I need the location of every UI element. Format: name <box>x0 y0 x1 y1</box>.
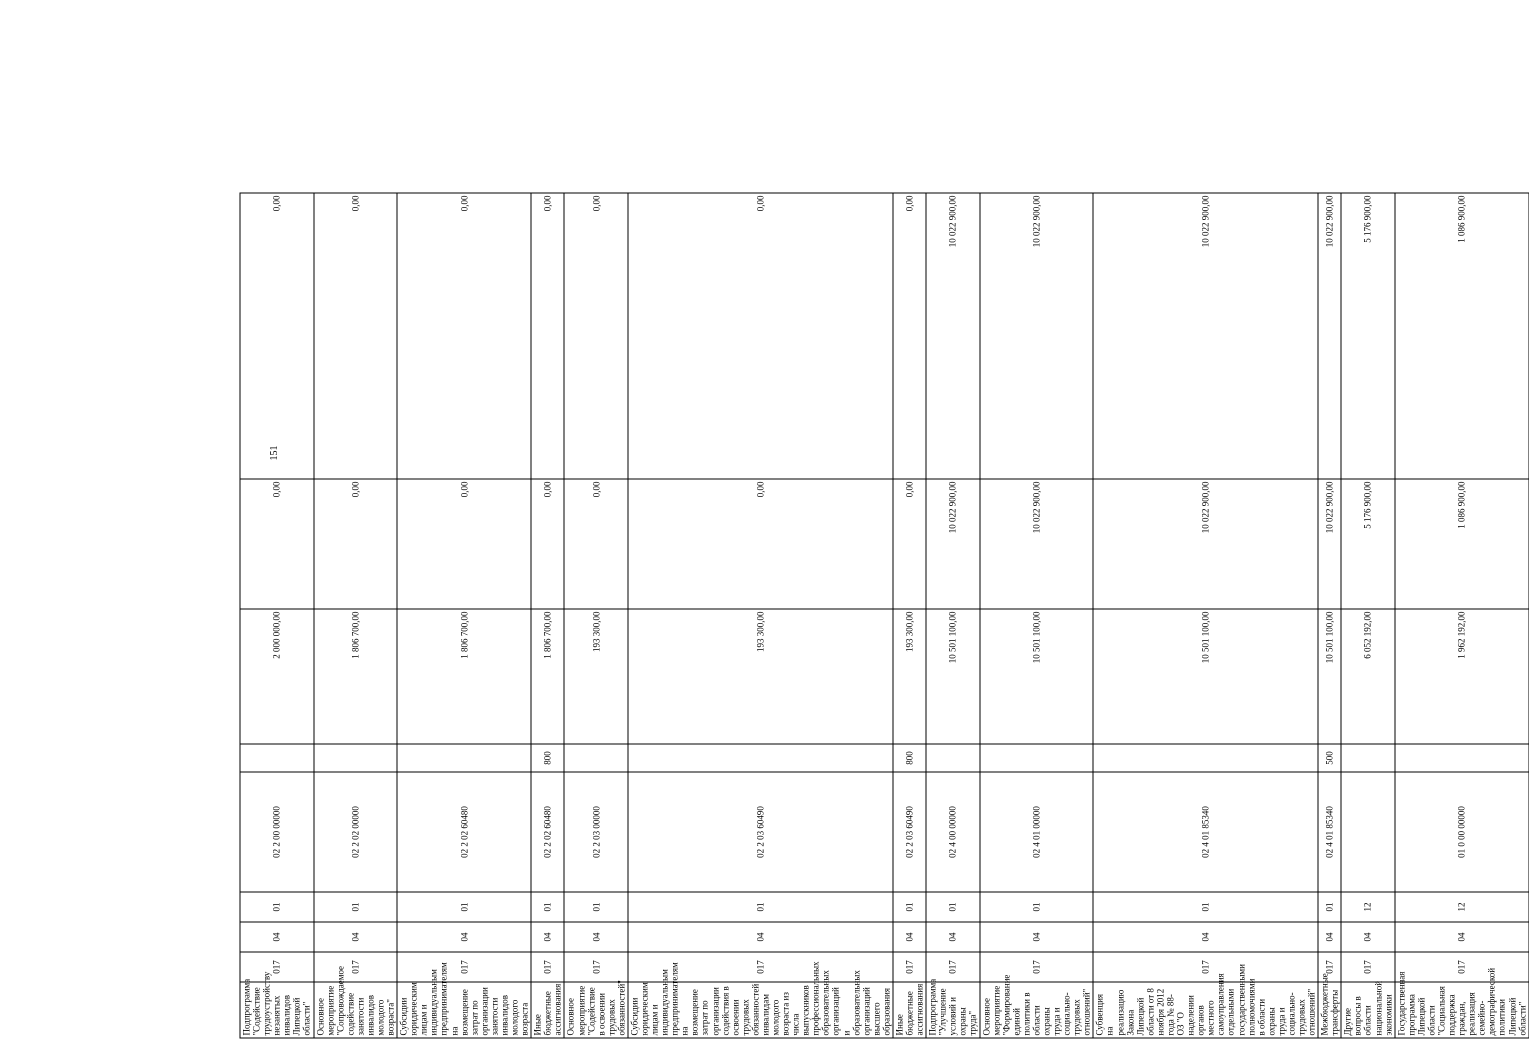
row-amount-3: 10 022 900,00 <box>926 193 979 479</box>
row-amount-2: 10 022 900,00 <box>980 479 1094 609</box>
row-target-article: 02 2 00 00000 <box>240 772 314 892</box>
row-section-code: 04 <box>531 922 564 952</box>
row-amount-2: 0,00 <box>531 479 564 609</box>
table-row <box>531 193 564 1038</box>
row-target-article: 02 4 01 85340 <box>1093 772 1318 892</box>
row-section-code: 04 <box>397 922 531 952</box>
row-expense-type <box>1395 744 1529 772</box>
row-subsection-code: 12 <box>1395 892 1529 922</box>
row-amount-1: 6 052 192,00 <box>1341 609 1394 744</box>
row-subsection-code: 01 <box>314 892 398 922</box>
row-section-code: 04 <box>1093 922 1318 952</box>
row-section-code: 04 <box>1395 922 1529 952</box>
row-target-article <box>1341 772 1394 892</box>
row-amount-2: 0,00 <box>628 479 893 609</box>
row-ministry-code: 017 <box>564 952 627 982</box>
row-subsection-code: 01 <box>531 892 564 922</box>
row-expense-type <box>628 744 893 772</box>
row-ministry-code: 017 <box>628 952 893 982</box>
row-expense-type <box>397 744 531 772</box>
row-amount-1: 1 806 700,00 <box>531 609 564 744</box>
row-ministry-code: 017 <box>531 952 564 982</box>
row-amount-1: 193 300,00 <box>564 609 627 744</box>
row-subsection-code: 01 <box>240 892 314 922</box>
row-amount-2: 0,00 <box>564 479 627 609</box>
row-target-article: 02 2 02 60480 <box>531 772 564 892</box>
table-row <box>980 193 1094 1038</box>
row-amount-3: 0,00 <box>628 193 893 479</box>
row-name: Основное мероприятие "Формирование единой политики в области охраны труда и социально-трудовых отношений" <box>980 982 1094 1038</box>
row-name: Межбюджетные трансферты <box>1318 982 1341 1038</box>
row-amount-2: 0,00 <box>397 479 531 609</box>
row-section-code: 04 <box>980 922 1094 952</box>
row-expense-type <box>1093 744 1318 772</box>
row-target-article: 02 4 00 00000 <box>926 772 979 892</box>
row-target-article: 02 2 02 00000 <box>314 772 398 892</box>
rotated-table-wrapper <box>240 194 686 1039</box>
row-subsection-code: 01 <box>893 892 926 922</box>
table-row <box>1093 193 1318 1038</box>
budget-table <box>240 193 1529 1039</box>
row-expense-type <box>314 744 398 772</box>
table-row <box>564 193 627 1038</box>
row-expense-type: 800 <box>531 744 564 772</box>
row-amount-1: 193 300,00 <box>628 609 893 744</box>
row-amount-2: 10 022 900,00 <box>926 479 979 609</box>
row-ministry-code: 017 <box>893 952 926 982</box>
row-amount-1: 10 501 100,00 <box>1093 609 1318 744</box>
row-target-article: 01 0 00 00000 <box>1395 772 1529 892</box>
row-amount-1: 1 806 700,00 <box>314 609 398 744</box>
row-name: Субвенция на реализацию Закона Липецкой области от 8 ноября 2012 года № 88-ОЗ "О наделении органов местного самоуправления отдельными государственными полномочиями в области охраны труда и социально-трудовых отношений" <box>1093 982 1318 1038</box>
row-amount-2: 10 022 900,00 <box>1093 479 1318 609</box>
row-amount-3: 0,00 <box>314 193 398 479</box>
row-amount-2: 0,00 <box>314 479 398 609</box>
row-target-article: 02 4 01 85340 <box>1318 772 1341 892</box>
row-name: Иные бюджетные ассигнования <box>531 982 564 1038</box>
row-section-code: 04 <box>314 922 398 952</box>
row-name: Другие вопросы в области национальной экономики <box>1341 982 1394 1038</box>
row-subsection-code: 01 <box>564 892 627 922</box>
table-row <box>240 193 314 1038</box>
row-target-article: 02 2 03 00000 <box>564 772 627 892</box>
row-section-code: 04 <box>1341 922 1394 952</box>
table-row <box>1318 193 1341 1038</box>
table-row <box>628 193 893 1038</box>
row-subsection-code: 01 <box>1318 892 1341 922</box>
row-amount-3: 10 022 900,00 <box>1318 193 1341 479</box>
table-row <box>926 193 979 1038</box>
row-amount-1: 193 300,00 <box>893 609 926 744</box>
row-ministry-code: 017 <box>1395 952 1529 982</box>
row-expense-type <box>980 744 1094 772</box>
row-ministry-code: 017 <box>314 952 398 982</box>
table-row <box>1341 193 1394 1038</box>
row-subsection-code: 01 <box>926 892 979 922</box>
row-section-code: 04 <box>628 922 893 952</box>
row-amount-3: 0,00 <box>240 193 314 479</box>
row-name: Субсидии юридическим лицам и индивидуальным предпринимателям на возмещение затрат по организации содействия в освоении трудовых обязанностей инвалидам молодого возраста из числа выпускников профессиональных образовательных организаций и образовательных организаций высшего образования <box>628 982 893 1038</box>
row-amount-3: 0,00 <box>564 193 627 479</box>
row-target-article: 02 4 01 00000 <box>980 772 1094 892</box>
row-amount-3: 0,00 <box>531 193 564 479</box>
row-ministry-code: 017 <box>1341 952 1394 982</box>
table-row <box>314 193 398 1038</box>
row-subsection-code: 01 <box>980 892 1094 922</box>
table-body <box>240 193 1529 1038</box>
row-amount-1: 1 806 700,00 <box>397 609 531 744</box>
row-amount-3: 0,00 <box>893 193 926 479</box>
row-name: Подпрограмма "Улучшение условий и охраны труда" <box>926 982 979 1038</box>
page-number: 151 <box>269 441 283 465</box>
row-amount-3: 1 086 900,00 <box>1395 193 1529 479</box>
row-section-code: 04 <box>240 922 314 952</box>
row-amount-3: 0,00 <box>397 193 531 479</box>
row-section-code: 04 <box>893 922 926 952</box>
row-expense-type: 800 <box>893 744 926 772</box>
row-section-code: 04 <box>564 922 627 952</box>
row-name: Государственная программа Липецкой области "Социальная поддержка граждан, реализация семейно-демографической политики Липецкой области" <box>1395 982 1529 1038</box>
row-subsection-code: 01 <box>1093 892 1318 922</box>
row-amount-3: 5 176 900,00 <box>1341 193 1394 479</box>
row-expense-type <box>240 744 314 772</box>
row-name: Иные бюджетные ассигнования <box>893 982 926 1038</box>
row-subsection-code: 12 <box>1341 892 1394 922</box>
row-amount-2: 0,00 <box>240 479 314 609</box>
row-section-code: 04 <box>1318 922 1341 952</box>
row-amount-3: 10 022 900,00 <box>1093 193 1318 479</box>
row-amount-1: 2 000 000,00 <box>240 609 314 744</box>
row-target-article: 02 2 02 60480 <box>397 772 531 892</box>
row-ministry-code: 017 <box>926 952 979 982</box>
row-expense-type <box>564 744 627 772</box>
row-ministry-code: 017 <box>1318 952 1341 982</box>
row-section-code: 04 <box>926 922 979 952</box>
row-expense-type <box>1341 744 1394 772</box>
row-amount-1: 10 501 100,00 <box>980 609 1094 744</box>
row-amount-1: 10 501 100,00 <box>1318 609 1341 744</box>
row-amount-3: 10 022 900,00 <box>980 193 1094 479</box>
row-amount-1: 10 501 100,00 <box>926 609 979 744</box>
row-name: Основное мероприятие "Содействие в освоении трудовых обязанностей" <box>564 982 627 1038</box>
row-ministry-code: 017 <box>980 952 1094 982</box>
row-target-article: 02 2 03 60490 <box>628 772 893 892</box>
row-name: Субсидии юридическим лицам и индивидуальным предпринимателям на возмещение затрат по организации занятости инвалидов молодого возраста <box>397 982 531 1038</box>
row-subsection-code: 01 <box>628 892 893 922</box>
table-row <box>397 193 531 1038</box>
row-amount-2: 1 086 900,00 <box>1395 479 1529 609</box>
row-ministry-code: 017 <box>240 952 314 982</box>
row-expense-type <box>926 744 979 772</box>
row-amount-1: 1 962 192,00 <box>1395 609 1529 744</box>
row-name: Подпрограмма "Содействие трудоустройству незанятых инвалидов Липецкой области" <box>240 982 314 1038</box>
table-row <box>893 193 926 1038</box>
row-amount-2: 0,00 <box>893 479 926 609</box>
row-target-article: 02 2 03 60490 <box>893 772 926 892</box>
row-subsection-code: 01 <box>397 892 531 922</box>
row-ministry-code: 017 <box>397 952 531 982</box>
row-name: Основное мероприятие "Сопровождаемое содействие занятости инвалидов молодого возраста" <box>314 982 398 1038</box>
row-amount-2: 5 176 900,00 <box>1341 479 1394 609</box>
table-row <box>1395 193 1529 1038</box>
row-amount-2: 10 022 900,00 <box>1318 479 1341 609</box>
row-expense-type: 500 <box>1318 744 1341 772</box>
row-ministry-code: 017 <box>1093 952 1318 982</box>
